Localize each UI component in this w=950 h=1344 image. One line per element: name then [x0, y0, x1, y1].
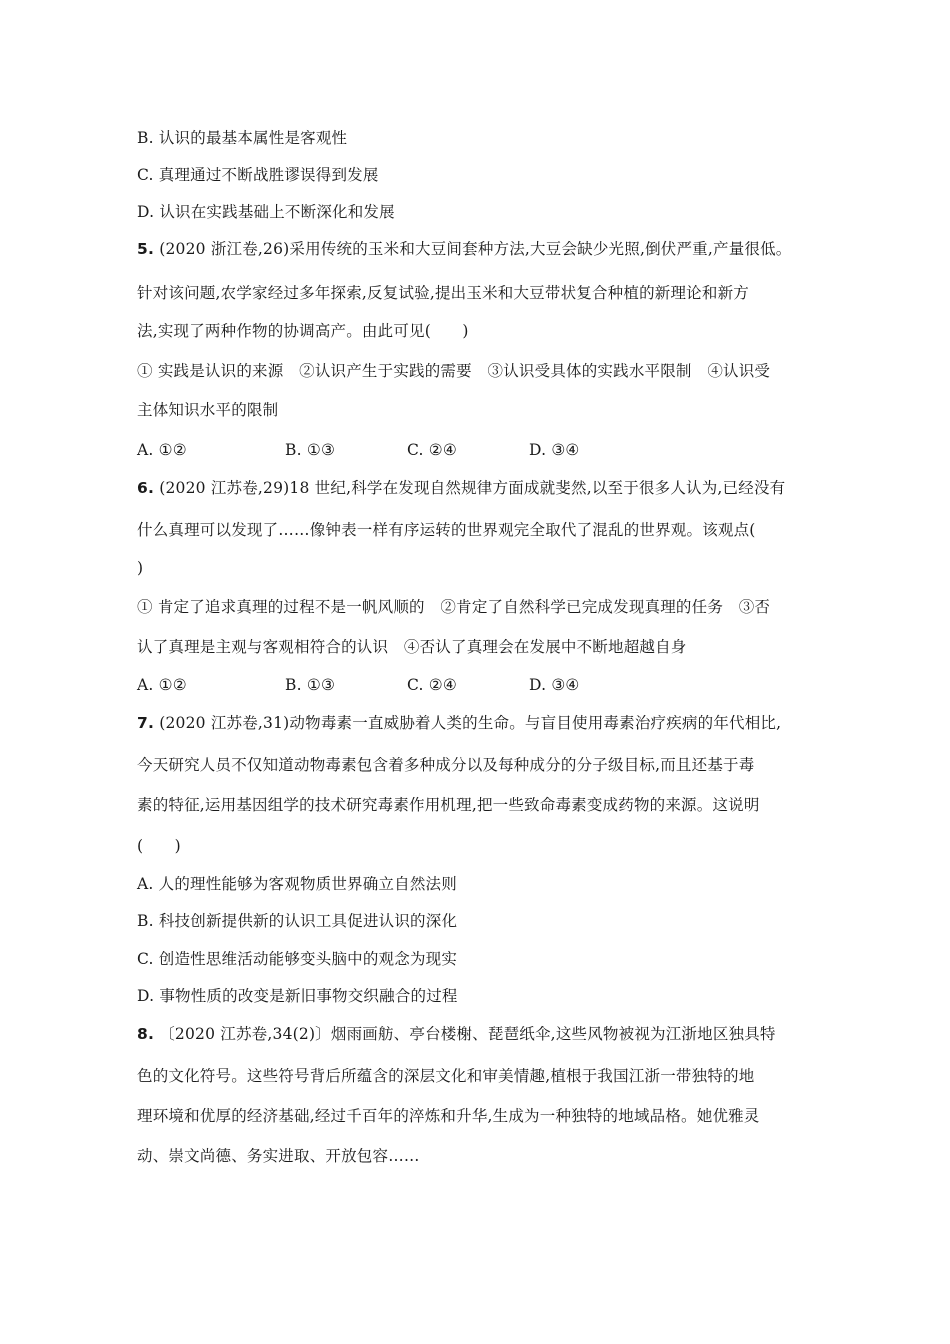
- q8-line-2: 色的文化符号。这些符号背后所蕴含的深层文化和审美情趣,植根于我国江浙一带独特的地: [137, 1067, 755, 1085]
- q7-line-3: 素的特征,运用基因组学的技术研究毒素作用机理,把一些致命毒素变成药物的来源。这说明: [137, 796, 760, 814]
- q5-number: 5.: [137, 240, 155, 258]
- q7-number: 7.: [137, 714, 155, 732]
- q7-option-b: B. 科技创新提供新的认识工具促进认识的深化: [137, 912, 458, 930]
- q7-option-c: C. 创造性思维活动能够变头脑中的观念为现实: [137, 950, 458, 968]
- q4-option-c: C. 真理通过不断战胜谬误得到发展: [137, 166, 379, 184]
- q5-option-a: A. ①②: [137, 441, 187, 459]
- q5-option-d: D. ③④: [529, 441, 580, 459]
- q5-line-2: 针对该问题,农学家经过多年探索,反复试验,提出玉米和大豆带状复合种植的新理论和新方: [137, 284, 749, 302]
- q6-line-3: ): [137, 559, 144, 577]
- q5-option-c: C. ②④: [407, 441, 457, 459]
- q7-option-a: A. 人的理性能够为客观物质世界确立自然法则: [137, 875, 457, 893]
- q4-option-b: B. 认识的最基本属性是客观性: [137, 129, 348, 147]
- q6-number: 6.: [137, 479, 155, 497]
- q6-line-4: ① 肯定了追求真理的过程不是一帆风顺的 ②肯定了自然科学已完成发现真理的任务 ③否: [137, 598, 771, 616]
- q7-option-d: D. 事物性质的改变是新旧事物交织融合的过程: [137, 987, 458, 1005]
- q7-line-2: 今天研究人员不仅知道动物毒素包含着多种成分以及每种成分的分子级目标,而且还基于毒: [137, 756, 755, 774]
- q6-option-b: B. ①③: [285, 676, 336, 694]
- q8-line-3: 理环境和优厚的经济基础,经过千百年的淬炼和升华,生成为一种独特的地域品格。她优雅灵: [137, 1107, 760, 1125]
- q5-line-1: 5. (2020 浙江卷,26)采用传统的玉米和大豆间套种方法,大豆会缺少光照,倒伏严重,产量很低。: [137, 240, 792, 258]
- q7-line-1: 7. (2020 江苏卷,31)动物毒素一直威胁着人类的生命。与盲目使用毒素治疗疾病的年代相比,: [137, 714, 782, 732]
- q6-option-d: D. ③④: [529, 676, 580, 694]
- q5-line-4: ① 实践是认识的来源 ②认识产生于实践的需要 ③认识受具体的实践水平限制 ④认识受: [137, 362, 771, 380]
- q6-option-a: A. ①②: [137, 676, 187, 694]
- q4-option-d: D. 认识在实践基础上不断深化和发展: [137, 203, 395, 221]
- q5-option-b: B. ①③: [285, 441, 336, 459]
- q8-line-4: 动、崇文尚德、务实进取、开放包容……: [137, 1147, 420, 1165]
- q8-number: 8.: [137, 1025, 155, 1043]
- q7-line-4: ( ): [137, 837, 181, 855]
- q6-line-2: 什么真理可以发现了……像钟表一样有序运转的世界观完全取代了混乱的世界观。该观点(: [137, 521, 756, 539]
- q8-line-1: 8. 〔2020 江苏卷,34(2)〕烟雨画舫、亭台楼榭、琵琶纸伞,这些风物被视为江浙地区独具特: [137, 1025, 776, 1043]
- q5-line-3: 法,实现了两种作物的协调高产。由此可见( ): [137, 322, 469, 340]
- q5-line-5: 主体知识水平的限制: [137, 401, 279, 419]
- q6-line-1: 6. (2020 江苏卷,29)18 世纪,科学在发现自然规律方面成就斐然,以至于很多人认为,已经没有: [137, 479, 786, 497]
- q6-option-c: C. ②④: [407, 676, 457, 694]
- q6-line-5: 认了真理是主观与客观相符合的认识 ④否认了真理会在发展中不断地超越自身: [137, 638, 687, 656]
